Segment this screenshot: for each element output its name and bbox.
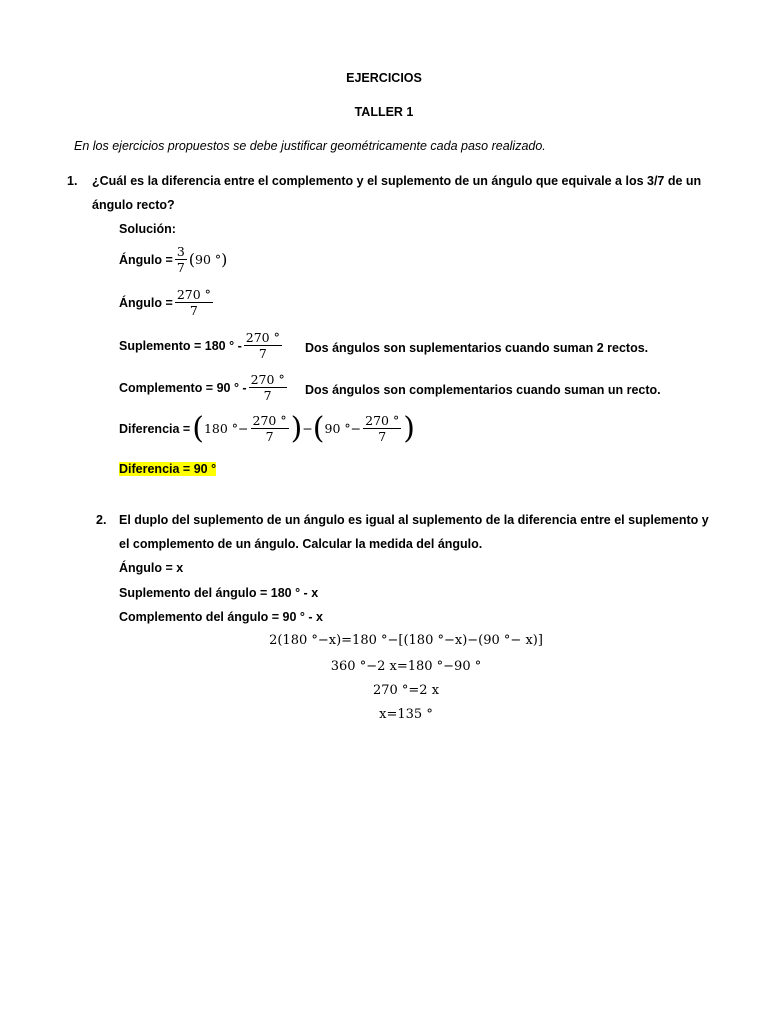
difference-result bbox=[119, 461, 216, 477]
fraction-denominator: 7 bbox=[263, 388, 272, 403]
angle-label: Ángulo = bbox=[119, 295, 173, 310]
fraction-3-7 bbox=[175, 244, 187, 275]
equation-step-2: 360 °−2 x=180 °−90 ° bbox=[330, 659, 482, 674]
equation-step-3: 270 °=2 x bbox=[372, 683, 440, 698]
angle-equation-2 bbox=[119, 287, 215, 318]
exercise-1-question-line-1: ¿Cuál es la diferencia entre el complemento y el suplemento de un ángulo que equivale a los 3/7 de un bbox=[92, 174, 702, 188]
close-paren: ) bbox=[403, 410, 415, 446]
supplement-note: Dos ángulos son suplementarios cuando suman 2 rectos. bbox=[305, 341, 649, 355]
difference-term-b: 90 °− bbox=[324, 421, 362, 436]
fraction-270-7 bbox=[249, 372, 287, 403]
fraction-270-7 bbox=[244, 330, 282, 361]
fraction-denominator: 7 bbox=[265, 429, 274, 444]
angle-label: Ángulo = bbox=[119, 252, 173, 267]
solution-label: Solución: bbox=[119, 222, 176, 236]
page-title: EJERCICIOS bbox=[346, 71, 422, 85]
exercise-2-number: 2. bbox=[96, 513, 107, 527]
exercise-2-question-line-1: El duplo del suplemento de un ángulo es igual al suplemento de la diferencia entre el suplemento y bbox=[119, 513, 709, 527]
angle-definition: Ángulo = x bbox=[119, 561, 184, 575]
complement-definition: Complemento del ángulo = 90 ° - x bbox=[119, 610, 323, 624]
fraction-270-7 bbox=[251, 413, 289, 444]
close-paren: ) bbox=[290, 410, 303, 446]
angle-equation-1 bbox=[119, 244, 227, 275]
close-paren: ) bbox=[221, 250, 228, 269]
complement-label: Complemento = 90 ° - bbox=[119, 380, 247, 395]
fraction-numerator: 270 ° bbox=[245, 330, 280, 345]
page-subtitle: TALLER 1 bbox=[354, 105, 414, 119]
fraction-numerator: 270 ° bbox=[176, 287, 211, 302]
supplement-label: Suplemento = 180 ° - bbox=[119, 338, 242, 353]
fraction-numerator: 270 ° bbox=[252, 413, 287, 428]
fraction-denominator: 7 bbox=[258, 346, 267, 361]
difference-term-a: 180 °− bbox=[203, 421, 249, 436]
fraction-numerator: 270 ° bbox=[250, 372, 285, 387]
intro-text: En los ejercicios propuestos se debe justificar geométricamente cada paso realizado. bbox=[74, 139, 546, 153]
difference-equation bbox=[119, 410, 415, 446]
difference-label: Diferencia = bbox=[119, 421, 191, 436]
minus-sign: − bbox=[302, 421, 313, 436]
equation-step-4: x=135 ° bbox=[379, 707, 433, 722]
supplement-equation bbox=[119, 330, 284, 361]
fraction-denominator: 7 bbox=[378, 429, 387, 444]
equation-step-1: 2(180 °−x)=180 °−[(180 °−x)−(90 °− x)] bbox=[269, 633, 543, 648]
fraction-numerator: 3 bbox=[176, 244, 185, 259]
highlighted-result: Diferencia = 90 ° bbox=[119, 462, 217, 476]
fraction-denominator: 7 bbox=[189, 303, 198, 318]
supplement-definition: Suplemento del ángulo = 180 ° - x bbox=[119, 586, 319, 600]
complement-note: Dos ángulos son complementarios cuando suman un recto. bbox=[305, 383, 661, 397]
exercise-1-question-line-2: ángulo recto? bbox=[92, 198, 175, 212]
fraction-270-7 bbox=[363, 413, 401, 444]
open-paren: ( bbox=[188, 250, 196, 269]
fraction-270-7 bbox=[175, 287, 213, 318]
ninety-degrees: 90 ° bbox=[195, 252, 222, 267]
exercise-2-question-line-2: el complemento de un ángulo. Calcular la medida del ángulo. bbox=[119, 537, 483, 551]
open-paren: ( bbox=[312, 410, 325, 446]
open-paren: ( bbox=[192, 410, 204, 446]
fraction-numerator: 270 ° bbox=[365, 413, 400, 428]
complement-equation bbox=[119, 372, 289, 403]
exercise-1-number: 1. bbox=[67, 174, 78, 188]
fraction-denominator: 7 bbox=[176, 260, 185, 275]
